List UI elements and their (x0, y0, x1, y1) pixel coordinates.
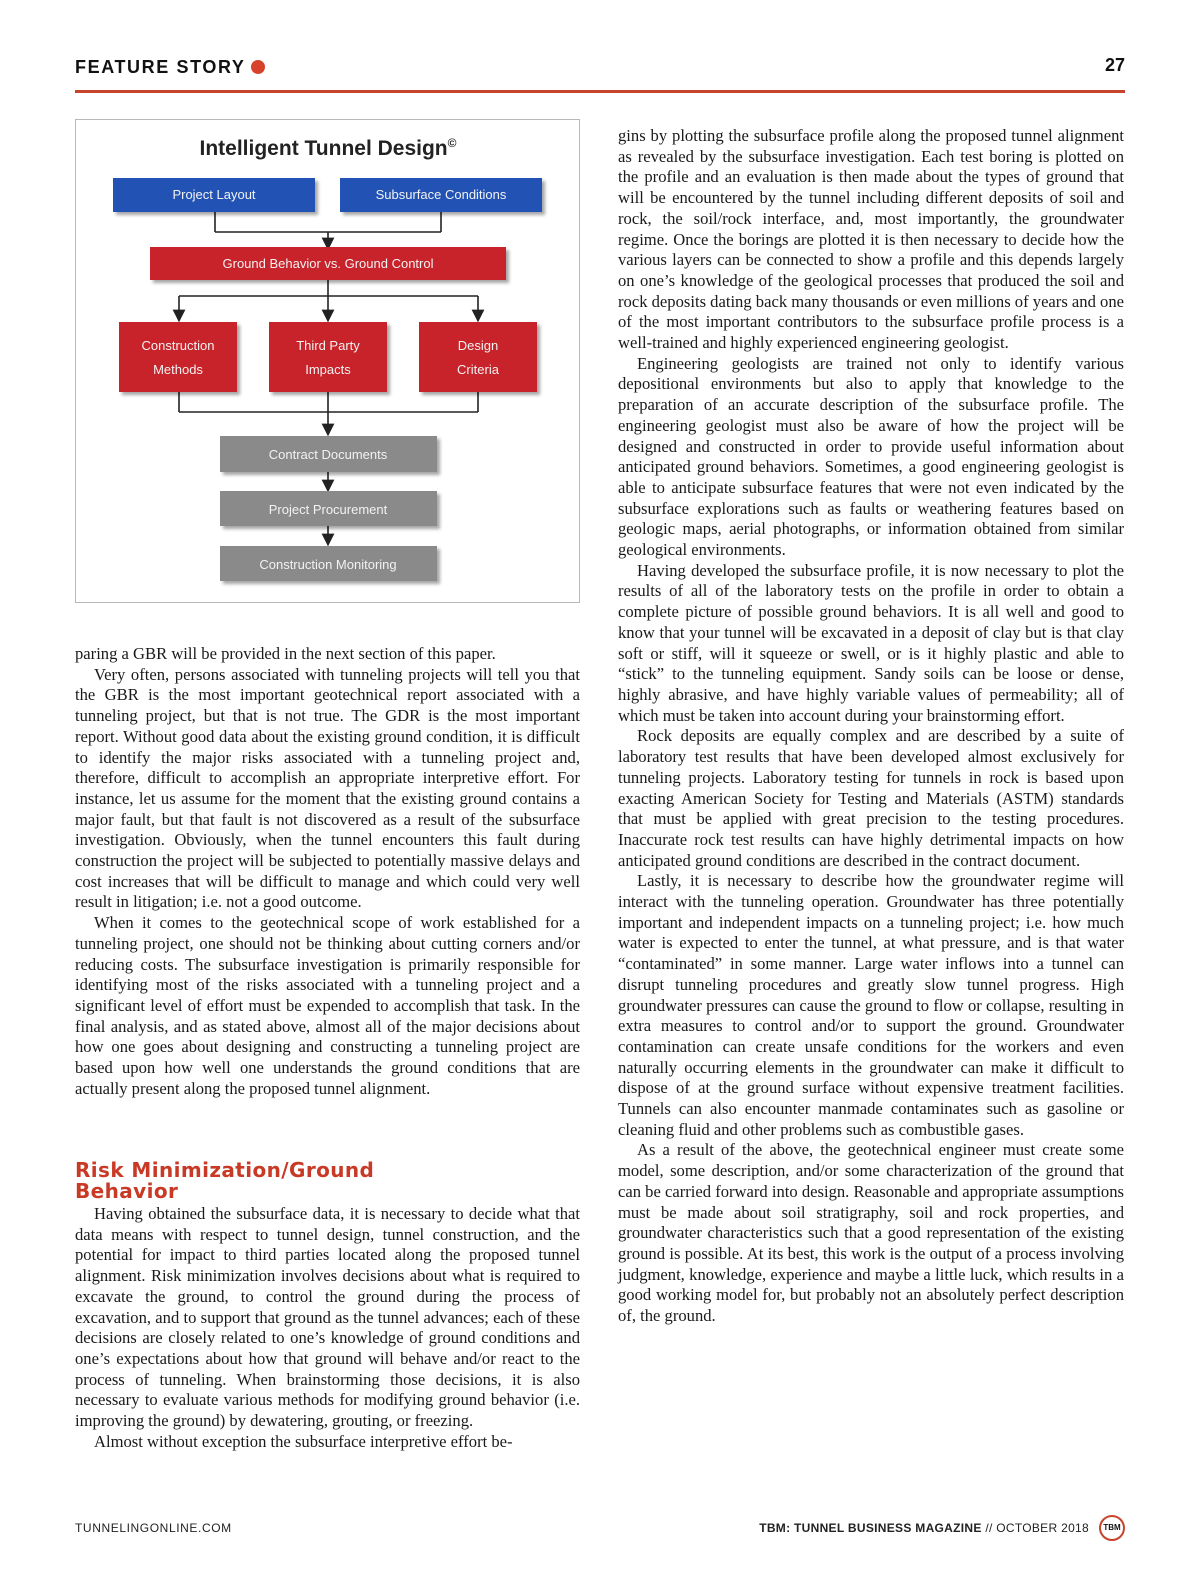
label-design-criteria-2: Criteria (457, 362, 499, 377)
page-number: 27 (1104, 55, 1125, 75)
paragraph: Lastly, it is necessary to describe how the groundwater regime will interact with the tunneling operation. Groundwater has three potentially important and independent impacts on a tunneling project; i.e. how much water is expected to enter the tunnel, at what pressure, and is that water “contaminated” in some manner. Large water inflows into a tunnel can disrupt tunneling procedures and greatly slow tunnel progress. High groundwater pressures can cause the ground to flow or collapse, resulting in extra measures to control and/or to support the ground. Groundwater contamination can create unsafe conditions for the workers and even naturally occurring elements in the groundwater can make it difficult to dispose of at the ground surface without expensive treatment facilities. Tunnels can also encounter manmade contaminates such as gasoline or cleaning fluid and other problems such as combustible gases. (618, 871, 1124, 1139)
tunnel-design-diagram (75, 119, 580, 603)
left-column-bottom (75, 1204, 580, 1452)
paragraph: When it comes to the geotechnical scope of work established for a tunneling project, one should not be thinking about cutting corners and/or reducing costs. The subsurface investigation is primarily responsible for identifying most of the risks associated with a tunneling project and a significant level of effort must be expended to accomplish that task. In the final analysis, and as stated above, almost all of the major decisions about how one goes about designing and constructing a tunneling project are based upon how well one understands the ground conditions that are actually present along the proposed tunnel alignment. (75, 913, 580, 1098)
footer-site-url: TUNNELINGONLINE.COM (75, 1521, 232, 1535)
paragraph: Almost without exception the subsurface interpretive effort be- (94, 1431, 513, 1451)
paragraph: gins by plotting the subsurface profile along the proposed tunnel alignment as revealed by the subsurface investigation. Each test boring is plotted on the profile and an evaluation is then made about the types of ground that will be encountered by the tunnel including different deposits of soil and rock, the soil/rock interface, and, most importantly, the groundwater regime. Once the borings are plotted it is then necessary to decide how the various layers can be connected to show a profile and this depends largely on one’s knowledge of the geological processes that produced the soil and rock deposits dating back many thousands or even millions of years and one of the most important contributors to the subsurface profile process is a well-trained and highly experienced engineering geologist. (618, 126, 1124, 353)
paragraph: As a result of the above, the geotechnical engineer must create some model, some description, and/or some characterization of the ground that can be carried forward into design. Reasonable and appropriate assumptions must be made about soil stratigraphy, soil and rock properties, and groundwater characteristics such that a good representation of the existing ground is possible. At its best, this work is the output of a process involving judgment, knowledge, experience and maybe a little luck, which results in a good working model for, but probably not an absolutely perfect description of, the ground. (618, 1140, 1124, 1326)
label-construction-monitoring: Construction Monitoring (259, 557, 397, 572)
section-subheading (75, 1160, 580, 1202)
box-construction-methods (119, 322, 237, 392)
paragraph: Very often, persons associated with tunneling projects will tell you that the GBR is the most important geotechnical report associated with a tunneling project, but that is not true. The GDR is the most important report. Without good data about the existing ground condition, it is difficult to identify the major risks associated with a tunneling project and, therefore, difficult to accomplish an appropriate interpretive effort. For instance, let us assume for the moment that the existing ground contains a major fault, but that fault is not discovered as a result of the subsurface investigation. Obviously, when the tunnel encounters this fault during construction the project will be subjected to potentially massive delays and cost increases that will be difficult to manage and which could very well result in litigation; i.e. not a good outcome. (75, 664, 580, 912)
subheading-line: Risk Minimization/Ground (75, 1158, 375, 1182)
page-header (75, 54, 1125, 94)
subheading-line: Behavior (75, 1179, 179, 1203)
label-contract-documents: Contract Documents (268, 447, 388, 462)
footer-magazine (759, 1521, 1089, 1535)
issue-date: OCTOBER 2018 (996, 1521, 1089, 1535)
label-ground-behavior: Ground Behavior vs. Ground Control (222, 256, 434, 271)
label-project-layout: Project Layout (172, 187, 256, 202)
paragraph: Engineering geologists are trained not only to identify various depositional environments but also to apply that knowledge to the preparation of an accurate description of the subsurface profile. The engineering geologist must also be aware of how the project will be designed and constructed in order to provide useful information about anticipated ground behaviors. Sometimes, a good engineering geologist is able to anticipate subsurface features that were not even indicated by the subsurface explorations such as faults or weathering features based on geologic maps, aerial photographs, or information obtained from similar geological environments. (618, 353, 1124, 560)
paragraph: Having obtained the subsurface data, it is necessary to decide what that data means with respect to tunnel design, tunnel construction, and the potential for impact to third parties located along the proposed tunnel alignment. Risk minimization involves decisions about what is required to excavate the ground, to control the ground during the process of excavation, and to support that ground as the tunnel advances; each of these decisions are closely related to one’s knowledge of ground conditions and one’s expectations about how that ground will behave and/or react to the process of tunneling. When brainstorming those decisions, it is also necessary to evaluate various methods for modifying ground behavior (i.e. improving the ground) by dewatering, grouting, or freezing. (75, 1204, 580, 1431)
label-third-party-1: Third Party (296, 338, 360, 353)
box-design-criteria (419, 322, 537, 392)
label-design-criteria-1: Design (457, 338, 499, 353)
label-third-party-2: Impacts (305, 362, 351, 377)
footer-separator: // (985, 1521, 993, 1535)
page-footer (75, 1515, 1125, 1545)
paragraph: paring a GBR will be provided in the next section of this paper. (75, 644, 496, 663)
paragraph: Rock deposits are equally complex and are described by a suite of laboratory test results that have been developed almost exclusively for tunneling projects. Laboratory testing for tunnels in rock is based upon exacting American Society for Testing and Materials (ASTM) standards that must be applied with great precision to the testing procedures. Inaccurate rock test results can have highly detrimental impacts on how anticipated ground conditions are described in the contract document. (618, 726, 1124, 870)
left-column-top (75, 644, 580, 1099)
magazine-name: TBM: TUNNEL BUSINESS MAGAZINE (759, 1521, 982, 1535)
right-column (618, 126, 1124, 1327)
header-rule (75, 90, 1125, 93)
label-construction-methods-1: Construction (141, 338, 215, 353)
label-construction-methods-2: Methods (153, 362, 203, 377)
paragraph: Having developed the subsurface profile, it is now necessary to plot the results of all of the laboratory tests on the profile in order to obtain a complete picture of possible ground behaviors. It is all well and good to know that your tunnel will be excavated in a deposit of clay but is that clay soft or stiff, will it squeeze or swell, or is it highly plastic and able to “stick” to the tunneling equipment. Sandy soils can be loose or dense, highly abrasive, and have highly variable values of permeability; all of which must be taken into account during your brainstorming effort. (618, 560, 1124, 725)
section-label: FEATURE STORY (75, 57, 265, 78)
section-dot-icon (251, 60, 265, 74)
label-project-procurement: Project Procurement (268, 502, 388, 517)
label-subsurface-conditions: Subsurface Conditions (375, 187, 507, 202)
diagram-title: Intelligent Tunnel Design© (199, 136, 457, 160)
box-third-party-impacts (269, 322, 387, 392)
tbm-logo-icon: TBM (1099, 1515, 1125, 1541)
